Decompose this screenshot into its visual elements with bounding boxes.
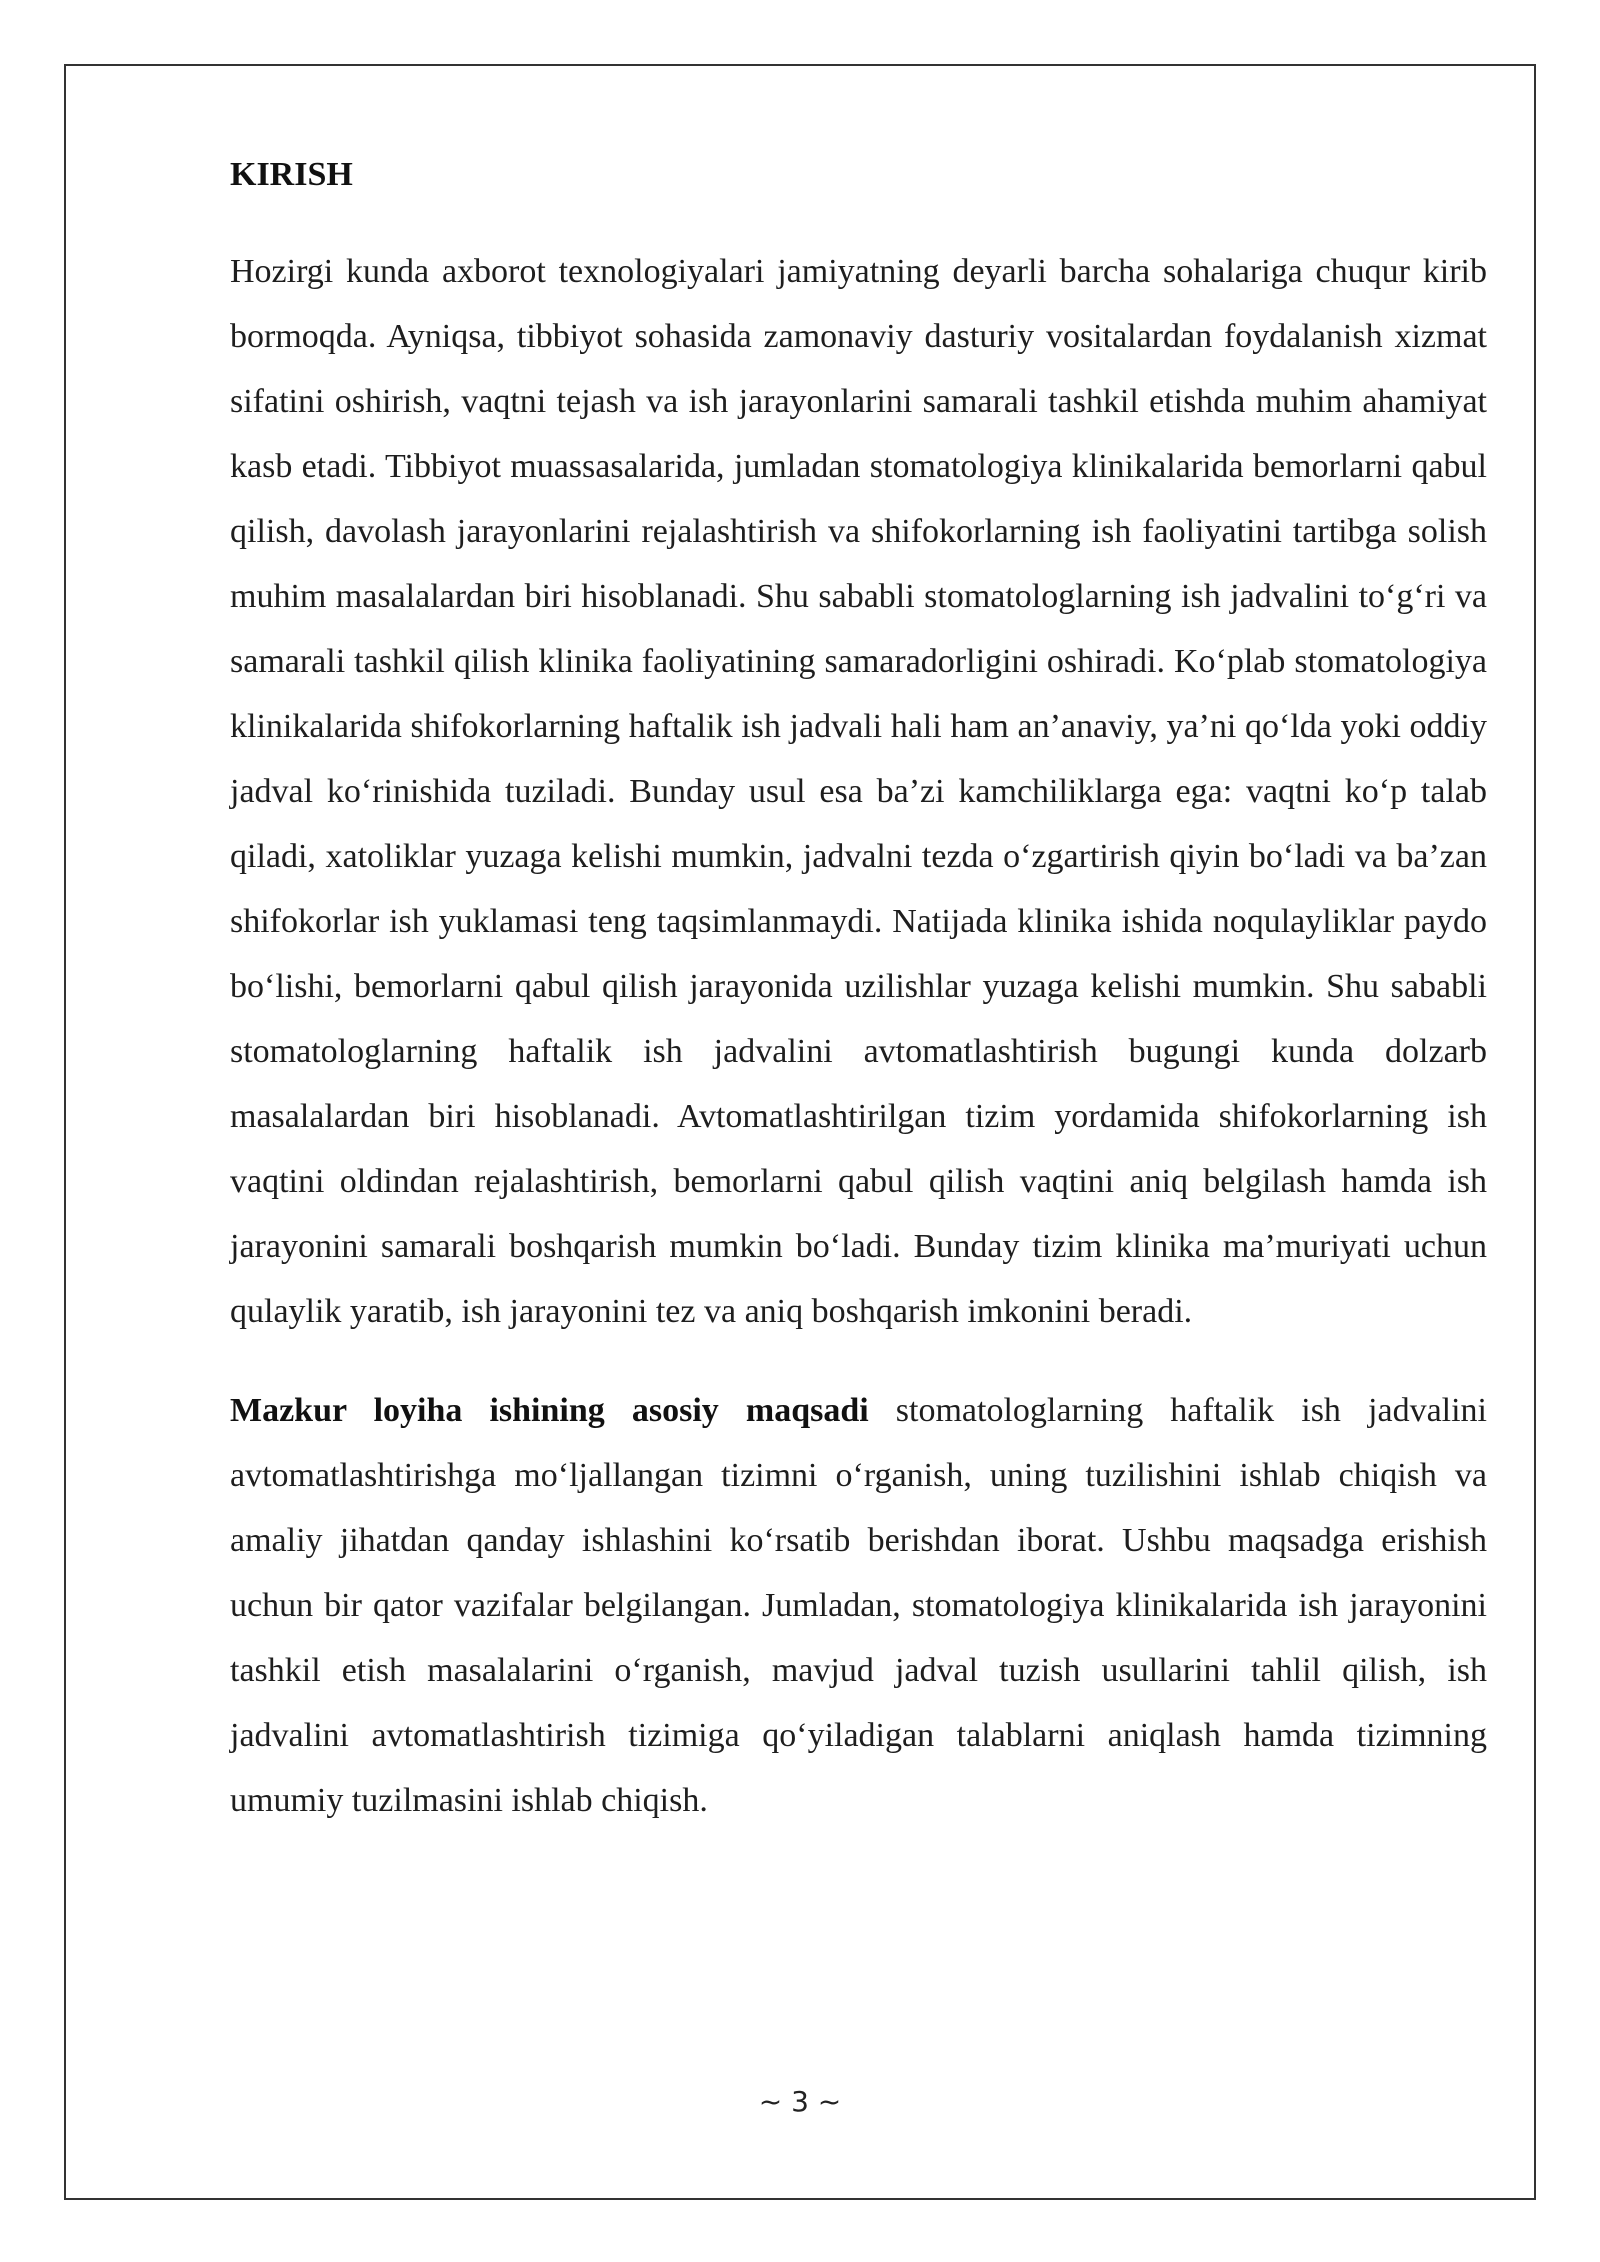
section-heading: KIRISH: [230, 156, 353, 193]
document-body: [230, 145, 1487, 1833]
intro-paragraph: Hozirgi kunda axborot texnologiyalari jamiyatning deyarli barcha sohalariga chuqur kirib bormoqda. Ayniqsa, tibbiyot sohasida zamonaviy dasturiy vositalardan foydalanish xizmat sifatini oshirish, vaqtni tejash va ish jarayonlarini samarali tashkil etishda muhim ahamiyat kasb etadi. Tibbiyot muassasalarida, jumladan stomatologiya klinikalarida bemorlarni qabul qilish, davolash jarayonlarini rejalashtirish va shifokorlarning ish faoliyatini tartibga solish muhim masalalardan biri hisoblanadi. Shu sababli stomatologlarning ish jadvalini to‘g‘ri va samarali tashkil qilish klinika faoliyatining samaradorligini oshiradi. Ko‘plab stomatologiya klinikalarida shifokorlarning haftalik ish jadvali hali ham an’anaviy, ya’ni qo‘lda yoki oddiy jadval ko‘rinishida tuziladi. Bunday usul esa ba’zi kamchiliklarga ega: vaqtni ko‘p talab qiladi, xatoliklar yuzaga kelishi mumkin, jadvalni tezda o‘zgartirish qiyin bo‘ladi va ba’zan shifokorlar ish yuklamasi teng taqsimlanmaydi. Natijada klinika ishida noqulayliklar paydo bo‘lishi, bemorlarni qabul qilish jarayonida uzilishlar yuzaga kelishi mumkin. Shu sababli stomatologlarning haftalik ish jadvalini avtomatlashtirish bugungi kunda dolzarb masalalardan biri hisoblanadi. Avtomatlashtirilgan tizim yordamida shifokorlarning ish vaqtini oldindan rejalashtirish, bemorlarni qabul qilish vaqtini aniq belgilash hamda ish jarayonini samarali boshqarish mumkin bo‘ladi. Bunday tizim klinika ma’muriyati uchun qulaylik yaratib, ish jarayonini tez va aniq boshqarish imkonini beradi.: [230, 253, 1487, 1330]
goal-paragraph-lead: Mazkur loyiha ishining asosiy maqsadi: [230, 1392, 869, 1429]
page-number: ~ 3 ~: [758, 2085, 842, 2118]
goal-paragraph-text: stomatologlarning haftalik ish jadvalini avtomatlashtirishga mo‘ljallangan tizimni o‘rganish, uning tuzilishini ishlab chiqish va amaliy jihatdan qanday ishlashini ko‘rsatib berishdan iborat. Ushbu maqsadga erishish uchun bir qator vazifalar belgilangan. Jumladan, stomatologiya klinikalarida ish jarayonini tashkil etish masalalarini o‘rganish, mavjud jadval tuzish usullarini tahlil qilish, ish jadvalini avtomatlashtirish tizimiga qo‘yiladigan talablarni aniqlash hamda tizimning umumiy tuzilmasini ishlab chiqish.: [230, 1392, 1487, 1819]
goal-paragraph: [230, 1378, 1487, 1833]
